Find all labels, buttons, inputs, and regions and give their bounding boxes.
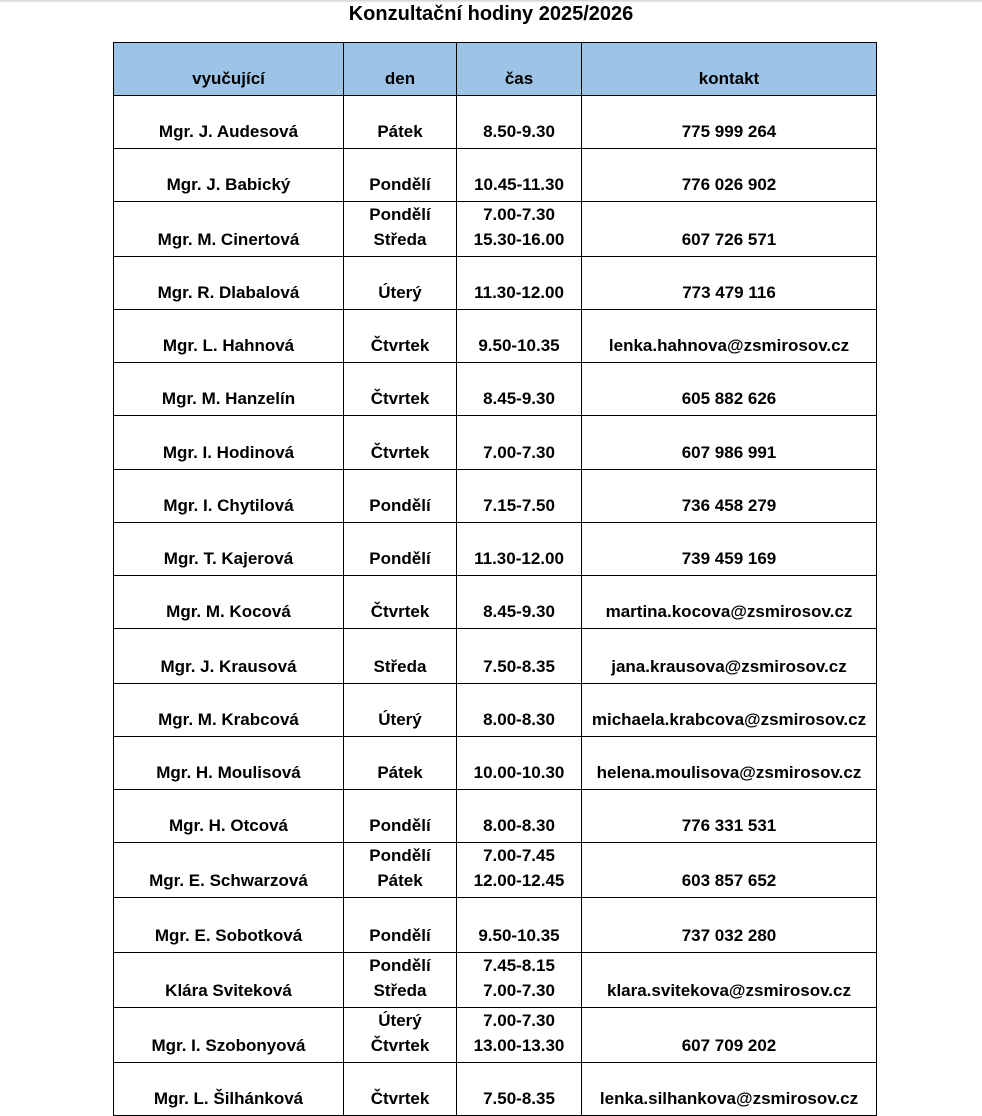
time-cell: [457, 898, 582, 953]
table-row: [114, 843, 877, 898]
contact-cell: helena.moulisova@zsmirosov.cz: [582, 737, 877, 790]
table-row: [114, 310, 877, 363]
teacher-cell: Mgr. I. Szobonyová: [114, 1008, 344, 1063]
day-value: Pondělí: [369, 496, 431, 515]
contact-cell: lenka.hahnova@zsmirosov.cz: [582, 310, 877, 363]
day-cell: [344, 1063, 457, 1116]
table-row: [114, 257, 877, 310]
day-cell: [344, 363, 457, 416]
day-cell: [344, 953, 457, 1008]
table-row: [114, 1063, 877, 1116]
day-value: Středa: [373, 981, 427, 1000]
time-cell: [457, 416, 582, 470]
day-value: Úterý: [378, 283, 422, 302]
day-cell: [344, 416, 457, 470]
day-value: Středa: [373, 230, 427, 249]
table-row: [114, 363, 877, 416]
time-value: 8.00-8.30: [483, 816, 555, 835]
day-value: Úterý: [378, 710, 422, 729]
day-value: Pondělí: [369, 956, 431, 975]
time-value: 11.30-12.00: [474, 549, 564, 568]
time-value: 9.50-10.35: [478, 926, 560, 945]
time-value: 8.00-8.30: [483, 710, 555, 729]
time-cell: [457, 257, 582, 310]
contact-cell: 605 882 626: [582, 363, 877, 416]
day-value: Pátek: [377, 122, 423, 141]
day-cell: [344, 684, 457, 737]
time-value: 7.00-7.45: [483, 846, 555, 865]
teacher-cell: Mgr. E. Sobotková: [114, 898, 344, 953]
contact-cell: 737 032 280: [582, 898, 877, 953]
day-value: Pondělí: [369, 205, 431, 224]
time-value: 8.45-9.30: [483, 602, 555, 621]
table-row: [114, 202, 877, 257]
column-header-day: den: [344, 43, 457, 96]
day-value: Úterý: [378, 1011, 422, 1030]
contact-cell: 607 986 991: [582, 416, 877, 470]
time-value: 12.00-12.45: [473, 871, 565, 890]
day-cell: [344, 202, 457, 257]
time-cell: [457, 737, 582, 790]
contact-cell: 739 459 169: [582, 523, 877, 576]
document-title: Konzultační hodiny 2025/2026: [348, 3, 634, 25]
day-value: Pátek: [377, 763, 423, 782]
time-cell: [457, 96, 582, 149]
contact-cell: 603 857 652: [582, 843, 877, 898]
day-cell: [344, 523, 457, 576]
table-header: [114, 43, 877, 96]
day-cell: [344, 149, 457, 202]
day-cell: [344, 96, 457, 149]
day-cell: [344, 1008, 457, 1063]
day-cell: [344, 629, 457, 684]
time-cell: [457, 1063, 582, 1116]
teacher-cell: Mgr. L. Šilhánková: [114, 1063, 344, 1116]
day-value: Pondělí: [369, 549, 431, 568]
time-cell: [457, 953, 582, 1008]
time-cell: [457, 470, 582, 523]
day-cell: [344, 257, 457, 310]
teacher-cell: Mgr. J. Krausová: [114, 629, 344, 684]
time-value: 15.30-16.00: [473, 230, 565, 249]
day-value: Pondělí: [369, 816, 431, 835]
table-row: [114, 953, 877, 1008]
day-value: Pondělí: [369, 846, 431, 865]
time-value: 7.00-7.30: [483, 205, 555, 224]
table-row: [114, 737, 877, 790]
day-value: Pondělí: [369, 926, 431, 945]
time-cell: [457, 202, 582, 257]
table-row: [114, 416, 877, 470]
table-row: [114, 898, 877, 953]
day-value: Středa: [373, 657, 427, 676]
day-cell: [344, 470, 457, 523]
day-value: Čtvrtek: [370, 1036, 430, 1055]
table-row: [114, 684, 877, 737]
table-row: [114, 576, 877, 629]
day-cell: [344, 737, 457, 790]
header-row: [114, 43, 877, 96]
table-row: [114, 629, 877, 684]
teacher-cell: Klára Sviteková: [114, 953, 344, 1008]
time-value: 7.00-7.30: [483, 443, 555, 462]
contact-cell: 775 999 264: [582, 96, 877, 149]
contact-cell: 776 026 902: [582, 149, 877, 202]
contact-cell: 736 458 279: [582, 470, 877, 523]
time-value: 8.45-9.30: [483, 389, 555, 408]
time-cell: [457, 576, 582, 629]
time-value: 11.30-12.00: [474, 283, 564, 302]
time-value: 7.00-7.30: [483, 981, 555, 1000]
time-value: 7.00-7.30: [483, 1011, 555, 1030]
contact-cell: 776 331 531: [582, 790, 877, 843]
time-cell: [457, 843, 582, 898]
day-value: Čtvrtek: [370, 602, 430, 621]
time-value: 7.50-8.35: [483, 1089, 555, 1108]
time-cell: [457, 629, 582, 684]
time-value: 7.50-8.35: [483, 657, 555, 676]
table-row: [114, 523, 877, 576]
contact-cell: jana.krausova@zsmirosov.cz: [582, 629, 877, 684]
time-value: 13.00-13.30: [473, 1036, 565, 1055]
time-value: 9.50-10.35: [478, 336, 560, 355]
table-row: [114, 470, 877, 523]
time-value: 7.45-8.15: [483, 956, 555, 975]
teacher-cell: Mgr. J. Audesová: [114, 96, 344, 149]
day-value: Čtvrtek: [370, 443, 430, 462]
teacher-cell: Mgr. M. Krabcová: [114, 684, 344, 737]
table-row: [114, 790, 877, 843]
column-header-teacher: vyučující: [114, 43, 344, 96]
day-value: Pondělí: [369, 175, 431, 194]
column-header-contact: kontakt: [582, 43, 877, 96]
teacher-cell: Mgr. M. Cinertová: [114, 202, 344, 257]
contact-cell: klara.svitekova@zsmirosov.cz: [582, 953, 877, 1008]
time-value: 8.50-9.30: [483, 122, 555, 141]
contact-cell: 607 726 571: [582, 202, 877, 257]
contact-cell: martina.kocova@zsmirosov.cz: [582, 576, 877, 629]
day-cell: [344, 310, 457, 363]
teacher-cell: Mgr. M. Kocová: [114, 576, 344, 629]
day-cell: [344, 843, 457, 898]
day-cell: [344, 790, 457, 843]
day-cell: [344, 576, 457, 629]
table-row: [114, 1008, 877, 1063]
teacher-cell: Mgr. T. Kajerová: [114, 523, 344, 576]
contact-cell: 607 709 202: [582, 1008, 877, 1063]
contact-cell: michaela.krabcova@zsmirosov.cz: [582, 684, 877, 737]
time-value: 7.15-7.50: [483, 496, 555, 515]
teacher-cell: Mgr. E. Schwarzová: [114, 843, 344, 898]
day-cell: [344, 898, 457, 953]
teacher-cell: Mgr. L. Hahnová: [114, 310, 344, 363]
day-value: Čtvrtek: [370, 336, 430, 355]
consultation-table: [113, 42, 877, 1116]
time-cell: [457, 684, 582, 737]
time-value: 10.45-11.30: [474, 175, 564, 194]
time-value: 10.00-10.30: [473, 763, 565, 782]
table-body: [114, 96, 877, 1116]
time-cell: [457, 149, 582, 202]
table-row: [114, 96, 877, 149]
day-value: Čtvrtek: [370, 1089, 430, 1108]
contact-cell: lenka.silhankova@zsmirosov.cz: [582, 1063, 877, 1116]
day-value: Čtvrtek: [370, 389, 430, 408]
teacher-cell: Mgr. R. Dlabalová: [114, 257, 344, 310]
teacher-cell: Mgr. I. Chytilová: [114, 470, 344, 523]
contact-cell: 773 479 116: [582, 257, 877, 310]
table-row: [114, 149, 877, 202]
time-cell: [457, 363, 582, 416]
time-cell: [457, 523, 582, 576]
teacher-cell: Mgr. H. Otcová: [114, 790, 344, 843]
time-cell: [457, 1008, 582, 1063]
teacher-cell: Mgr. J. Babický: [114, 149, 344, 202]
teacher-cell: Mgr. H. Moulisová: [114, 737, 344, 790]
time-cell: [457, 310, 582, 363]
teacher-cell: Mgr. I. Hodinová: [114, 416, 344, 470]
column-header-time: čas: [457, 43, 582, 96]
teacher-cell: Mgr. M. Hanzelín: [114, 363, 344, 416]
time-cell: [457, 790, 582, 843]
day-value: Pátek: [377, 871, 423, 890]
